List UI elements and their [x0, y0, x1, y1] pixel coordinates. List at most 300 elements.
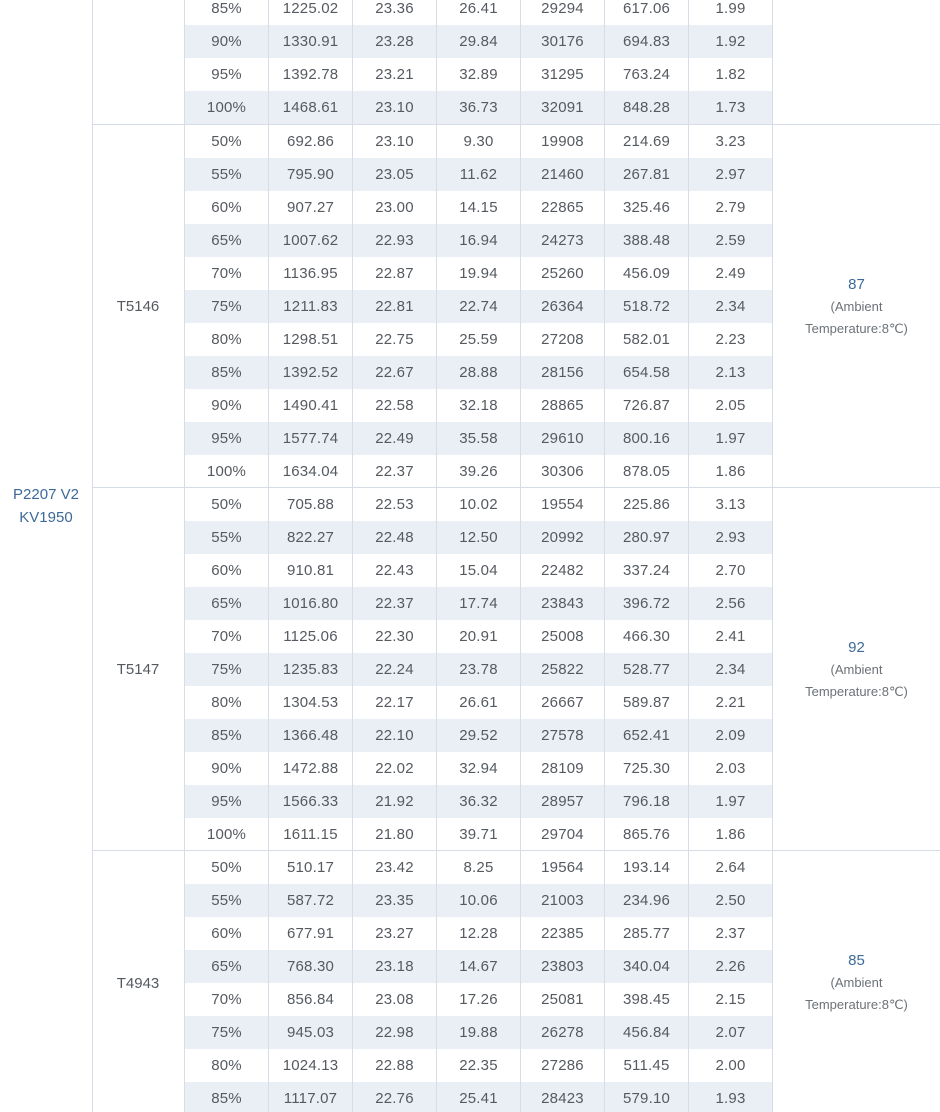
table-cell: 396.72 [605, 587, 689, 620]
table-row [185, 58, 773, 91]
table-cell: 100% [185, 455, 269, 488]
table-cell: 22385 [521, 917, 605, 950]
table-cell: 23843 [521, 587, 605, 620]
table-cell: 1024.13 [269, 1049, 353, 1082]
table-cell: 2.34 [689, 290, 773, 323]
table-cell: 22.75 [353, 323, 437, 356]
temperature-note-open: (Ambient [830, 661, 883, 677]
table-cell: 36.32 [437, 785, 521, 818]
table-cell: 26278 [521, 1016, 605, 1049]
table-cell: 3.13 [689, 488, 773, 521]
table-cell: 22.88 [353, 1049, 437, 1082]
motor-cell [0, 0, 93, 1112]
table-cell: 50% [185, 851, 269, 884]
table-cell: 2.49 [689, 257, 773, 290]
table-cell: 1392.52 [269, 356, 353, 389]
table-cell: 25822 [521, 653, 605, 686]
table-cell: 398.45 [605, 983, 689, 1016]
table-cell: 1472.88 [269, 752, 353, 785]
table-cell: 85% [185, 719, 269, 752]
prop-block [92, 124, 940, 488]
prop-block [92, 850, 940, 1112]
table-cell: 910.81 [269, 554, 353, 587]
throttle-rows [185, 125, 773, 488]
table-cell: 28957 [521, 785, 605, 818]
table-cell: 726.87 [605, 389, 689, 422]
table-cell: 21.92 [353, 785, 437, 818]
table-cell: 1.93 [689, 1082, 773, 1112]
table-cell: 28865 [521, 389, 605, 422]
table-cell: 1125.06 [269, 620, 353, 653]
table-cell: 1577.74 [269, 422, 353, 455]
table-cell: 528.77 [605, 653, 689, 686]
table-cell: 22.17 [353, 686, 437, 719]
table-cell: 35.58 [437, 422, 521, 455]
table-cell: 22.37 [353, 587, 437, 620]
table-cell: 29294 [521, 0, 605, 25]
table-cell: 21003 [521, 884, 605, 917]
table-cell: 22.10 [353, 719, 437, 752]
table-cell: 75% [185, 290, 269, 323]
table-cell: 763.24 [605, 58, 689, 91]
table-cell: 1016.80 [269, 587, 353, 620]
table-cell: 285.77 [605, 917, 689, 950]
table-cell: 1235.83 [269, 653, 353, 686]
table-cell: 75% [185, 653, 269, 686]
table-cell: 1.97 [689, 785, 773, 818]
table-cell: 60% [185, 191, 269, 224]
table-cell: 8.25 [437, 851, 521, 884]
table-cell: 32.18 [437, 389, 521, 422]
table-cell: 692.86 [269, 125, 353, 158]
table-cell: 617.06 [605, 0, 689, 25]
table-cell: 19908 [521, 125, 605, 158]
table-cell: 193.14 [605, 851, 689, 884]
table-cell: 55% [185, 158, 269, 191]
table-cell: 848.28 [605, 91, 689, 124]
table-cell: 100% [185, 818, 269, 851]
table-cell: 234.96 [605, 884, 689, 917]
temperature-note-open: (Ambient [830, 298, 883, 314]
table-cell: 85% [185, 356, 269, 389]
table-cell: 50% [185, 125, 269, 158]
table-cell: 28156 [521, 356, 605, 389]
table-cell: 14.15 [437, 191, 521, 224]
table-cell: 25.41 [437, 1082, 521, 1112]
table-cell: 1.99 [689, 0, 773, 25]
table-cell: 85% [185, 1082, 269, 1112]
table-cell: 2.50 [689, 884, 773, 917]
table-cell: 23.27 [353, 917, 437, 950]
table-cell: 15.04 [437, 554, 521, 587]
table-cell: 60% [185, 917, 269, 950]
table-cell: 12.28 [437, 917, 521, 950]
table-row [185, 0, 773, 25]
table-cell: 27208 [521, 323, 605, 356]
table-cell: 1366.48 [269, 719, 353, 752]
table-cell: 20.91 [437, 620, 521, 653]
throttle-rows [185, 488, 773, 851]
table-cell: 19.88 [437, 1016, 521, 1049]
table-cell: 95% [185, 58, 269, 91]
table-row [185, 686, 773, 719]
table-cell: 25.59 [437, 323, 521, 356]
table-row [185, 125, 773, 158]
table-cell: 2.37 [689, 917, 773, 950]
table-cell: 456.09 [605, 257, 689, 290]
table-row [185, 851, 773, 884]
table-cell: 1225.02 [269, 0, 353, 25]
table-cell: 90% [185, 389, 269, 422]
table-cell: 22.30 [353, 620, 437, 653]
table-cell: 2.00 [689, 1049, 773, 1082]
table-cell: 800.16 [605, 422, 689, 455]
table-cell: 2.23 [689, 323, 773, 356]
table-cell: 27286 [521, 1049, 605, 1082]
table-cell: 30306 [521, 455, 605, 488]
propeller-cell: T5146 [92, 125, 185, 488]
table-cell: 19564 [521, 851, 605, 884]
table-cell: 2.41 [689, 620, 773, 653]
table-cell: 2.09 [689, 719, 773, 752]
table-cell: 90% [185, 752, 269, 785]
table-cell: 36.73 [437, 91, 521, 124]
table-cell: 1298.51 [269, 323, 353, 356]
table-row [185, 950, 773, 983]
table-row [185, 158, 773, 191]
table-cell: 2.64 [689, 851, 773, 884]
table-row [185, 422, 773, 455]
table-cell: 510.17 [269, 851, 353, 884]
table-cell: 20992 [521, 521, 605, 554]
table-row [185, 983, 773, 1016]
table-cell: 1392.78 [269, 58, 353, 91]
table-row [185, 455, 773, 488]
table-cell: 23.78 [437, 653, 521, 686]
table-cell: 22482 [521, 554, 605, 587]
table-cell: 865.76 [605, 818, 689, 851]
table-row [185, 884, 773, 917]
table-cell: 677.91 [269, 917, 353, 950]
table-cell: 22.74 [437, 290, 521, 323]
table-cell: 29610 [521, 422, 605, 455]
temperature-note-open: (Ambient [830, 975, 883, 990]
table-cell: 39.26 [437, 455, 521, 488]
table-row [185, 356, 773, 389]
table-cell: 28423 [521, 1082, 605, 1112]
table-row [185, 488, 773, 521]
temperature-cell [773, 0, 940, 124]
table-cell: 3.23 [689, 125, 773, 158]
table-cell: 22.98 [353, 1016, 437, 1049]
table-cell: 11.62 [437, 158, 521, 191]
table-cell: 768.30 [269, 950, 353, 983]
table-cell: 456.84 [605, 1016, 689, 1049]
table-cell: 2.26 [689, 950, 773, 983]
motor-label [0, 483, 92, 529]
table-cell: 23.10 [353, 91, 437, 124]
table-cell: 945.03 [269, 1016, 353, 1049]
table-row [185, 521, 773, 554]
table-row [185, 257, 773, 290]
table-row [185, 224, 773, 257]
table-cell: 23.28 [353, 25, 437, 58]
table-cell: 1468.61 [269, 91, 353, 124]
table-cell: 587.72 [269, 884, 353, 917]
temperature-value: 85 [848, 952, 865, 969]
table-cell: 32091 [521, 91, 605, 124]
table-cell: 22.35 [437, 1049, 521, 1082]
table-cell: 70% [185, 983, 269, 1016]
table-cell: 1.92 [689, 25, 773, 58]
table-cell: 29704 [521, 818, 605, 851]
table-cell: 388.48 [605, 224, 689, 257]
table-cell: 1.86 [689, 455, 773, 488]
table-cell: 466.30 [605, 620, 689, 653]
table-cell: 75% [185, 1016, 269, 1049]
table-cell: 2.34 [689, 653, 773, 686]
table-row [185, 290, 773, 323]
throttle-rows [185, 851, 773, 1112]
temperature-value: 87 [848, 275, 865, 293]
table-cell: 725.30 [605, 752, 689, 785]
table-cell: 2.05 [689, 389, 773, 422]
table-cell: 19554 [521, 488, 605, 521]
motor-kv: KV1950 [19, 509, 73, 526]
table-cell: 2.79 [689, 191, 773, 224]
table-cell: 60% [185, 554, 269, 587]
table-cell: 26667 [521, 686, 605, 719]
temperature-value: 92 [848, 638, 865, 656]
table-cell: 280.97 [605, 521, 689, 554]
table-cell: 21.80 [353, 818, 437, 851]
table-cell: 22.53 [353, 488, 437, 521]
table-cell: 1.82 [689, 58, 773, 91]
table-cell: 1.73 [689, 91, 773, 124]
table-cell: 511.45 [605, 1049, 689, 1082]
table-cell: 652.41 [605, 719, 689, 752]
prop-block [92, 0, 940, 124]
table-cell: 55% [185, 521, 269, 554]
table-cell: 25008 [521, 620, 605, 653]
table-cell: 22.58 [353, 389, 437, 422]
table-cell: 80% [185, 686, 269, 719]
table-cell: 22.67 [353, 356, 437, 389]
table-cell: 705.88 [269, 488, 353, 521]
table-row [185, 719, 773, 752]
table-cell: 878.05 [605, 455, 689, 488]
table-row [185, 323, 773, 356]
table-cell: 23.05 [353, 158, 437, 191]
table-cell: 22.48 [353, 521, 437, 554]
table-row [185, 389, 773, 422]
table-cell: 518.72 [605, 290, 689, 323]
table-cell: 1611.15 [269, 818, 353, 851]
table-cell: 55% [185, 884, 269, 917]
table-cell: 95% [185, 422, 269, 455]
table-row [185, 1082, 773, 1112]
table-cell: 2.15 [689, 983, 773, 1016]
table-cell: 23.35 [353, 884, 437, 917]
table-cell: 80% [185, 1049, 269, 1082]
propeller-cell: T5147 [92, 488, 185, 851]
table-cell: 17.26 [437, 983, 521, 1016]
table-cell: 1.86 [689, 818, 773, 851]
table-cell: 579.10 [605, 1082, 689, 1112]
table-cell: 1007.62 [269, 224, 353, 257]
table-cell: 2.93 [689, 521, 773, 554]
table-cell: 22.93 [353, 224, 437, 257]
table-cell: 340.04 [605, 950, 689, 983]
temperature-note-body: Temperature:8℃) [805, 997, 908, 1012]
prop-block [92, 487, 940, 851]
table-cell: 30176 [521, 25, 605, 58]
temperature-cell [773, 851, 940, 1112]
table-cell: 10.02 [437, 488, 521, 521]
table-cell: 795.90 [269, 158, 353, 191]
table-row [185, 554, 773, 587]
table-cell: 12.50 [437, 521, 521, 554]
table-cell: 50% [185, 488, 269, 521]
table-cell: 85% [185, 0, 269, 25]
table-cell: 822.27 [269, 521, 353, 554]
table-cell: 9.30 [437, 125, 521, 158]
table-cell: 23.21 [353, 58, 437, 91]
table-cell: 1117.07 [269, 1082, 353, 1112]
table-cell: 23803 [521, 950, 605, 983]
table-cell: 267.81 [605, 158, 689, 191]
table-cell: 23.00 [353, 191, 437, 224]
table-row [185, 917, 773, 950]
table-cell: 23.42 [353, 851, 437, 884]
table-row [185, 653, 773, 686]
table-cell: 1566.33 [269, 785, 353, 818]
table-cell: 19.94 [437, 257, 521, 290]
table-cell: 26.41 [437, 0, 521, 25]
table-cell: 17.74 [437, 587, 521, 620]
table-cell: 2.07 [689, 1016, 773, 1049]
table-cell: 22.76 [353, 1082, 437, 1112]
table-cell: 65% [185, 950, 269, 983]
table-cell: 582.01 [605, 323, 689, 356]
table-cell: 14.67 [437, 950, 521, 983]
temperature-note-body: Temperature:8℃) [805, 320, 908, 336]
table-row [185, 91, 773, 124]
table-cell: 1136.95 [269, 257, 353, 290]
table-cell: 95% [185, 785, 269, 818]
table-cell: 22.87 [353, 257, 437, 290]
table-cell: 23.08 [353, 983, 437, 1016]
motor-model: P2207 V2 [13, 486, 79, 503]
table-cell: 694.83 [605, 25, 689, 58]
table-cell: 1330.91 [269, 25, 353, 58]
table-cell: 23.10 [353, 125, 437, 158]
table-cell: 26.61 [437, 686, 521, 719]
table-cell: 2.13 [689, 356, 773, 389]
table-cell: 32.94 [437, 752, 521, 785]
table-cell: 22.24 [353, 653, 437, 686]
table-cell: 654.58 [605, 356, 689, 389]
table-cell: 214.69 [605, 125, 689, 158]
table-cell: 856.84 [269, 983, 353, 1016]
temperature-note-body: Temperature:8℃) [805, 683, 908, 699]
table-row [185, 25, 773, 58]
table-cell: 10.06 [437, 884, 521, 917]
table-cell: 1490.41 [269, 389, 353, 422]
table-cell: 29.52 [437, 719, 521, 752]
table-cell: 28.88 [437, 356, 521, 389]
table-cell: 27578 [521, 719, 605, 752]
table-cell: 589.87 [605, 686, 689, 719]
table-cell: 80% [185, 323, 269, 356]
table-cell: 22865 [521, 191, 605, 224]
temperature-cell [773, 488, 940, 851]
throttle-rows [185, 0, 773, 124]
propeller-cell [92, 0, 185, 124]
table-cell: 2.59 [689, 224, 773, 257]
table-row [185, 587, 773, 620]
table-cell: 29.84 [437, 25, 521, 58]
table-cell: 31295 [521, 58, 605, 91]
table-cell: 16.94 [437, 224, 521, 257]
table-cell: 23.18 [353, 950, 437, 983]
table-cell: 21460 [521, 158, 605, 191]
table-row [185, 191, 773, 224]
table-cell: 25260 [521, 257, 605, 290]
table-cell: 1634.04 [269, 455, 353, 488]
table-cell: 2.56 [689, 587, 773, 620]
table-cell: 907.27 [269, 191, 353, 224]
table-cell: 32.89 [437, 58, 521, 91]
temperature-cell [773, 125, 940, 488]
table-cell: 1211.83 [269, 290, 353, 323]
table-cell: 65% [185, 587, 269, 620]
table-cell: 28109 [521, 752, 605, 785]
table-row [185, 1016, 773, 1049]
table-cell: 70% [185, 620, 269, 653]
table-cell: 22.49 [353, 422, 437, 455]
table-cell: 2.03 [689, 752, 773, 785]
propeller-cell: T4943 [92, 851, 185, 1112]
table-cell: 1.97 [689, 422, 773, 455]
table-row [185, 620, 773, 653]
table-cell: 22.02 [353, 752, 437, 785]
table-cell: 1304.53 [269, 686, 353, 719]
table-cell: 337.24 [605, 554, 689, 587]
table-cell: 22.43 [353, 554, 437, 587]
table-cell: 225.86 [605, 488, 689, 521]
table-cell: 24273 [521, 224, 605, 257]
table-cell: 22.37 [353, 455, 437, 488]
table-cell: 23.36 [353, 0, 437, 25]
table-cell: 26364 [521, 290, 605, 323]
table-cell: 70% [185, 257, 269, 290]
table-cell: 90% [185, 25, 269, 58]
table-cell: 100% [185, 91, 269, 124]
table-cell: 65% [185, 224, 269, 257]
table-row [185, 785, 773, 818]
table-cell: 2.21 [689, 686, 773, 719]
table-cell: 2.70 [689, 554, 773, 587]
table-row [185, 1049, 773, 1082]
table-cell: 325.46 [605, 191, 689, 224]
table-row [185, 752, 773, 785]
table-cell: 39.71 [437, 818, 521, 851]
table-cell: 796.18 [605, 785, 689, 818]
table-cell: 25081 [521, 983, 605, 1016]
table-cell: 22.81 [353, 290, 437, 323]
table-cell: 2.97 [689, 158, 773, 191]
